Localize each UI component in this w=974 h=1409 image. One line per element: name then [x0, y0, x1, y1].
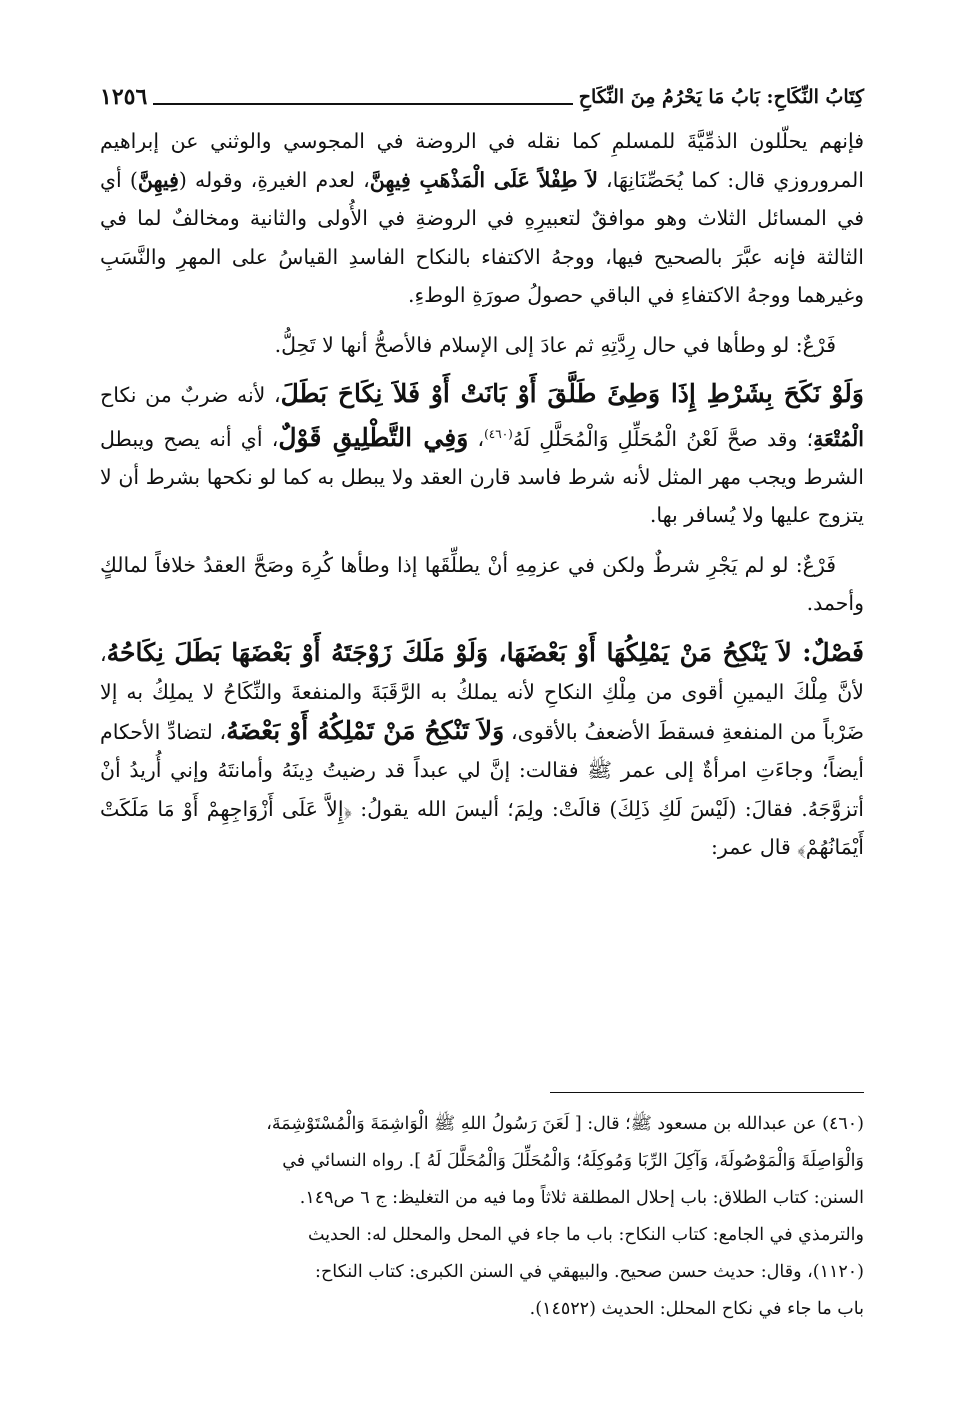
paragraph-far-1: فَرْعٌ: لو وطأها في حال رِدَّتِهِ ثم عادَ إلى الإسلام فالأصحُّ أنها لا تَحِلُّ. [274, 332, 836, 357]
matn-text: الْمُتْعَةِ [813, 426, 864, 451]
footnote-line: باب ما جاء في نكاح المحلل: الحديث (١٤٥٢٢). [529, 1299, 864, 1319]
footnote-line: (٤٦٠) عن عبدالله بن مسعود ﷺ؛ قال: [ لَعَنَ رَسُولُ اللهِ ﷺ الْوَاشِمَةَ وَالْمُسْتَوْشِمَةَ، [266, 1114, 864, 1134]
text-run: ، لأنه ضربٌ من نكاح [100, 383, 281, 407]
matn-text: وَلَوْ نَكَحَ بِشَرْطِ إِذَا وَطِئَ طَلَّقَ أَوْ بَانَتْ أَوْ فَلاَ نِكَاحَ بَطَلَ [280, 379, 864, 408]
footnotes [100, 1106, 864, 1328]
paragraph-1 [100, 122, 864, 315]
text-run: ، لأنَّ مِلْكَ اليمينِ أقوى من مِلْكِ النكاحِ لأنه يملكُ به الرَّقَبَةَ والمنفعةَ والنِّكَاحُ لا يملِكُ به إلا ضَرْباً من المنفعةِ فسقطَ الأضعفُ بالأقوى، [100, 641, 864, 744]
text-run: ؛ وقد صحَّ لَعْنُ الْمُحَلِّلِ وَالْمُحَلَّلِ لَهُ [512, 426, 814, 451]
text-run: ، لعدم الغيرةِ، وقوله ( [178, 167, 370, 192]
running-header-title: كِتَابُ النِّكَاحِ: بَابُ مَا يَحْرُمُ مِنَ النِّكَاحِ [578, 86, 864, 108]
paragraph-3 [100, 375, 864, 535]
footnote-ref[interactable]: (٤٦٠) [484, 426, 513, 441]
footnote-separator [550, 1092, 864, 1093]
paragraph-fasl [100, 634, 864, 867]
text-run: ، أي أنه يصح ويبطل الشرط ويجب مهر المثل لأنه شرط فاسد قارن العقد ولا يبطل به كما لو نكحها بشرط أن لا يتزوج عليها ولا يُسافر بها. [100, 426, 864, 528]
paragraph-far-2: فَرْعٌ: لو لم يَجْرِ شرطٌ ولكن في عزمِهِ أنْ يطلِّقَها إذا وطأها كُرِهَ وصَحَّ العقدُ خلافاً لمالكٍ وأحمد. [100, 552, 864, 616]
matn-text: فِيهِنَّ [137, 167, 179, 192]
page-number: ١٢٥٦ [100, 84, 148, 110]
running-header [100, 72, 864, 112]
footnote-line: والترمذي في الجامع: كتاب النكاح: باب ما جاء في المحل والمحلل له: الحديث [307, 1225, 864, 1245]
text-run: ، لتضادِّ الأحكام أيضاً؛ وجاءَتِ امرأةٌ إلى عمر ﷺ فقالت: إنَّ لي عبداً قد رضيتُ دِينَهُ وأمانتَهُ وإني أُريدُ أنْ أتزوَّجَهُ. فقالَ: (لَيْسَ لَكِ ذَلِكَ) قالَتْ: ولِمَ؛ أليسَ الله يقولُ: ﴿إِلاَّ عَلَى أَزْوَاجِهِمْ أَوْ مَا مَلَكَتْ أَيْمَانُهُمْ﴾ قال عمر: [100, 719, 864, 860]
header-rule [153, 103, 573, 105]
matn-text: لاَ طِفْلاً عَلَى الْمَذْهَبِ فِيهِنَّ [369, 167, 598, 192]
matn-text: وَفِي التَّطْلِيقِ قَوْلٌ [278, 422, 469, 452]
footnote-line: (١١٢٠)، وقال: حديث حسن صحيح. والبيهقي في السنن الكبرى: كتاب النكاح: [315, 1262, 864, 1282]
text-run: فإنهم يحلّلون الذمِّيَّةَ للمسلمِ كما نقله في الروضة في المجوسي والوثني عن إبراهيم المروروزي قال: كما يُحَصِّنَانِهَا، [100, 129, 864, 192]
matn-text: فَصْلٌ: لاَ يَنْكِحُ مَنْ يَمْلِكُهَا أَوْ بَعْضَهَا، وَلَوْ مَلَكَ زَوْجَتَهُ أَوْ بَعْضَهَا بَطَلَ نِكَاحُهُ [106, 637, 864, 667]
footnote-line: وَالْوَاصِلَةَ وَالْمَوْصُولَةَ، وَآكِلَ الرِّبَا وَمُوكِلَهُ؛ وَالْمُحَلِّلَ وَالْمُحَلَّلَ لَهُ ]. رواه النسائي في [282, 1151, 864, 1171]
text-run: ) أي في المسائل الثلاث وهو موافقٌ لتعبيرِهِ في الروضةِ في الأُولى والثانية ومخالفٌ لما في الثالثة فإنه عبَّرَ بالصحيح فيها، ووجهُ الاكتفاء بالنكاح الفاسدِ القياسُ على المهرِ والنَّسَبِ وغيرهما ووجهُ الاكتفاءِ في الباقي حصولُ صورَةِ الوطءِ. [100, 167, 864, 307]
text-run: ، [468, 426, 485, 451]
matn-text: وَلاَ تَنْكِحُ مَنْ تَمْلِكُهُ أَوْ بَعْضَهُ [226, 715, 505, 745]
main-text [100, 122, 864, 878]
footnote-line: السنن: كتاب الطلاق: باب إحلال المطلقة ثلاثاً وما فيه من التغليظ: ج ٦ ص١٤٩. [299, 1188, 864, 1208]
